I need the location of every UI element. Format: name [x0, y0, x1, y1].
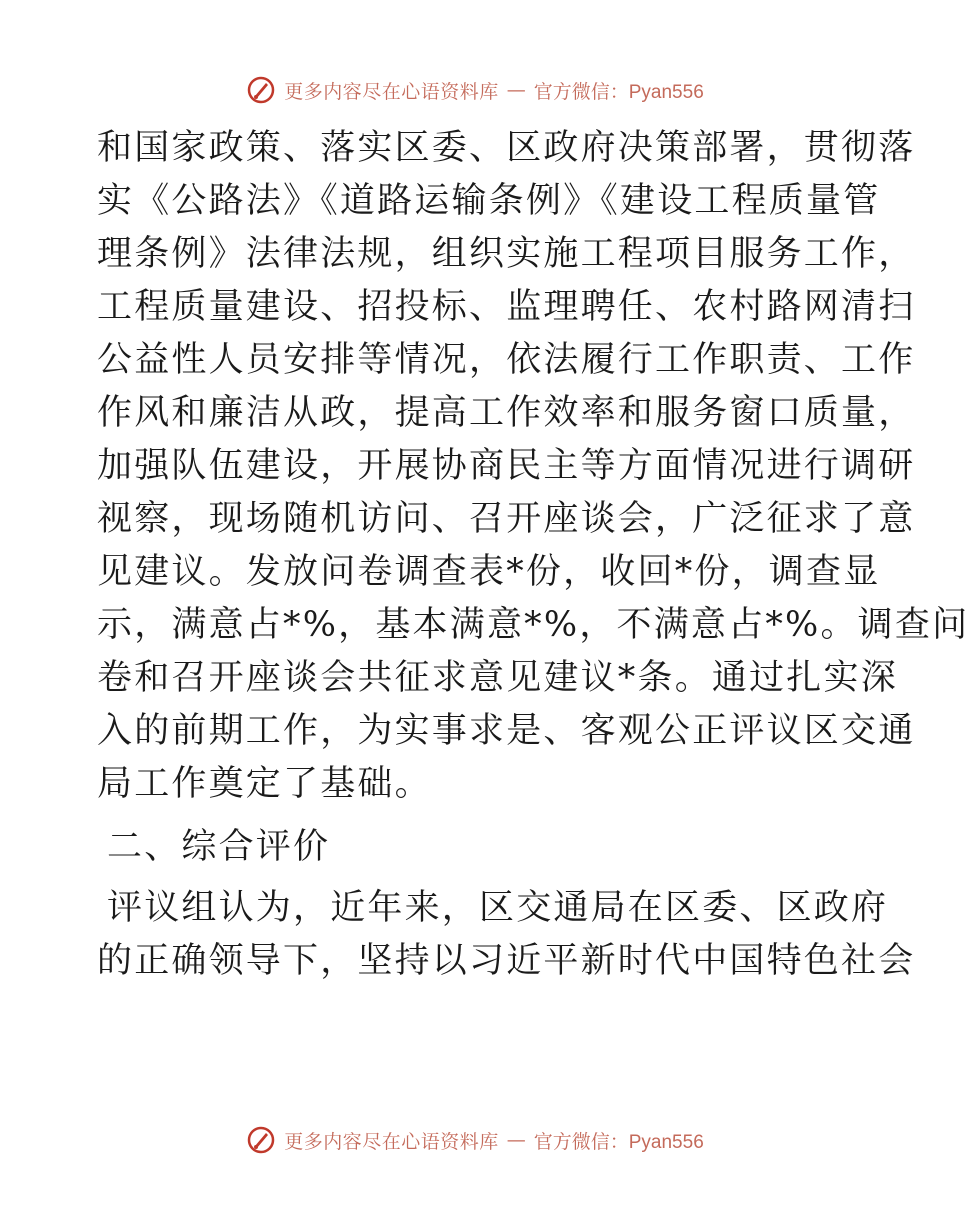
watermark-separator: —: [506, 1129, 526, 1151]
document-body: [97, 122, 969, 988]
section-line: 评议组认为，近年来，区交通局在区委、区政府: [107, 888, 889, 928]
watermark-wechat: 官方微信：Pyan556: [533, 1131, 704, 1153]
body-line: 加强队伍建设，开展协商民主等方面情况进行调研: [97, 446, 916, 486]
watermark-separator: —: [506, 79, 526, 101]
section-heading: 二、综合评价: [107, 827, 331, 867]
section-line: 的正确领导下，坚持以习近平新时代中国特色社会: [97, 941, 916, 981]
body-line: 入的前期工作，为实事求是、客观公正评议区交通: [97, 711, 916, 751]
body-line: 作风和廉洁从政，提高工作效率和服务窗口质量，: [97, 393, 916, 433]
body-line: 卷和召开座谈会共征求意见建议*条。通过扎实深: [97, 658, 898, 698]
quill-logo-icon: [246, 75, 276, 105]
header-watermark: [0, 70, 950, 110]
body-line: 见建议。发放问卷调查表*份，收回*份，调查显: [97, 552, 881, 592]
footer-watermark: [0, 1120, 950, 1160]
body-line: 视察，现场随机访问、召开座谈会，广泛征求了意: [97, 499, 916, 539]
watermark-text: 更多内容尽在心语资料库: [284, 1130, 499, 1153]
watermark-wechat: 官方微信：Pyan556: [533, 81, 704, 103]
body-line: 和国家政策、落实区委、区政府决策部署，贯彻落: [97, 128, 916, 168]
body-line: 局工作奠定了基础。: [97, 764, 432, 804]
body-line: 实《公路法》《道路运输条例》《建设工程质量管: [97, 181, 881, 221]
quill-logo-icon: [246, 1125, 276, 1155]
body-line: 工程质量建设、招投标、监理聘任、农村路网清扫: [97, 287, 916, 327]
watermark-text: 更多内容尽在心语资料库: [284, 80, 499, 103]
body-line: 理条例》法律法规，组织实施工程项目服务工作，: [97, 234, 916, 274]
body-line: 公益性人员安排等情况，依法履行工作职责、工作: [97, 340, 916, 380]
body-line: 示，满意占*%，基本满意*%，不满意占*%。调查问: [97, 605, 969, 645]
